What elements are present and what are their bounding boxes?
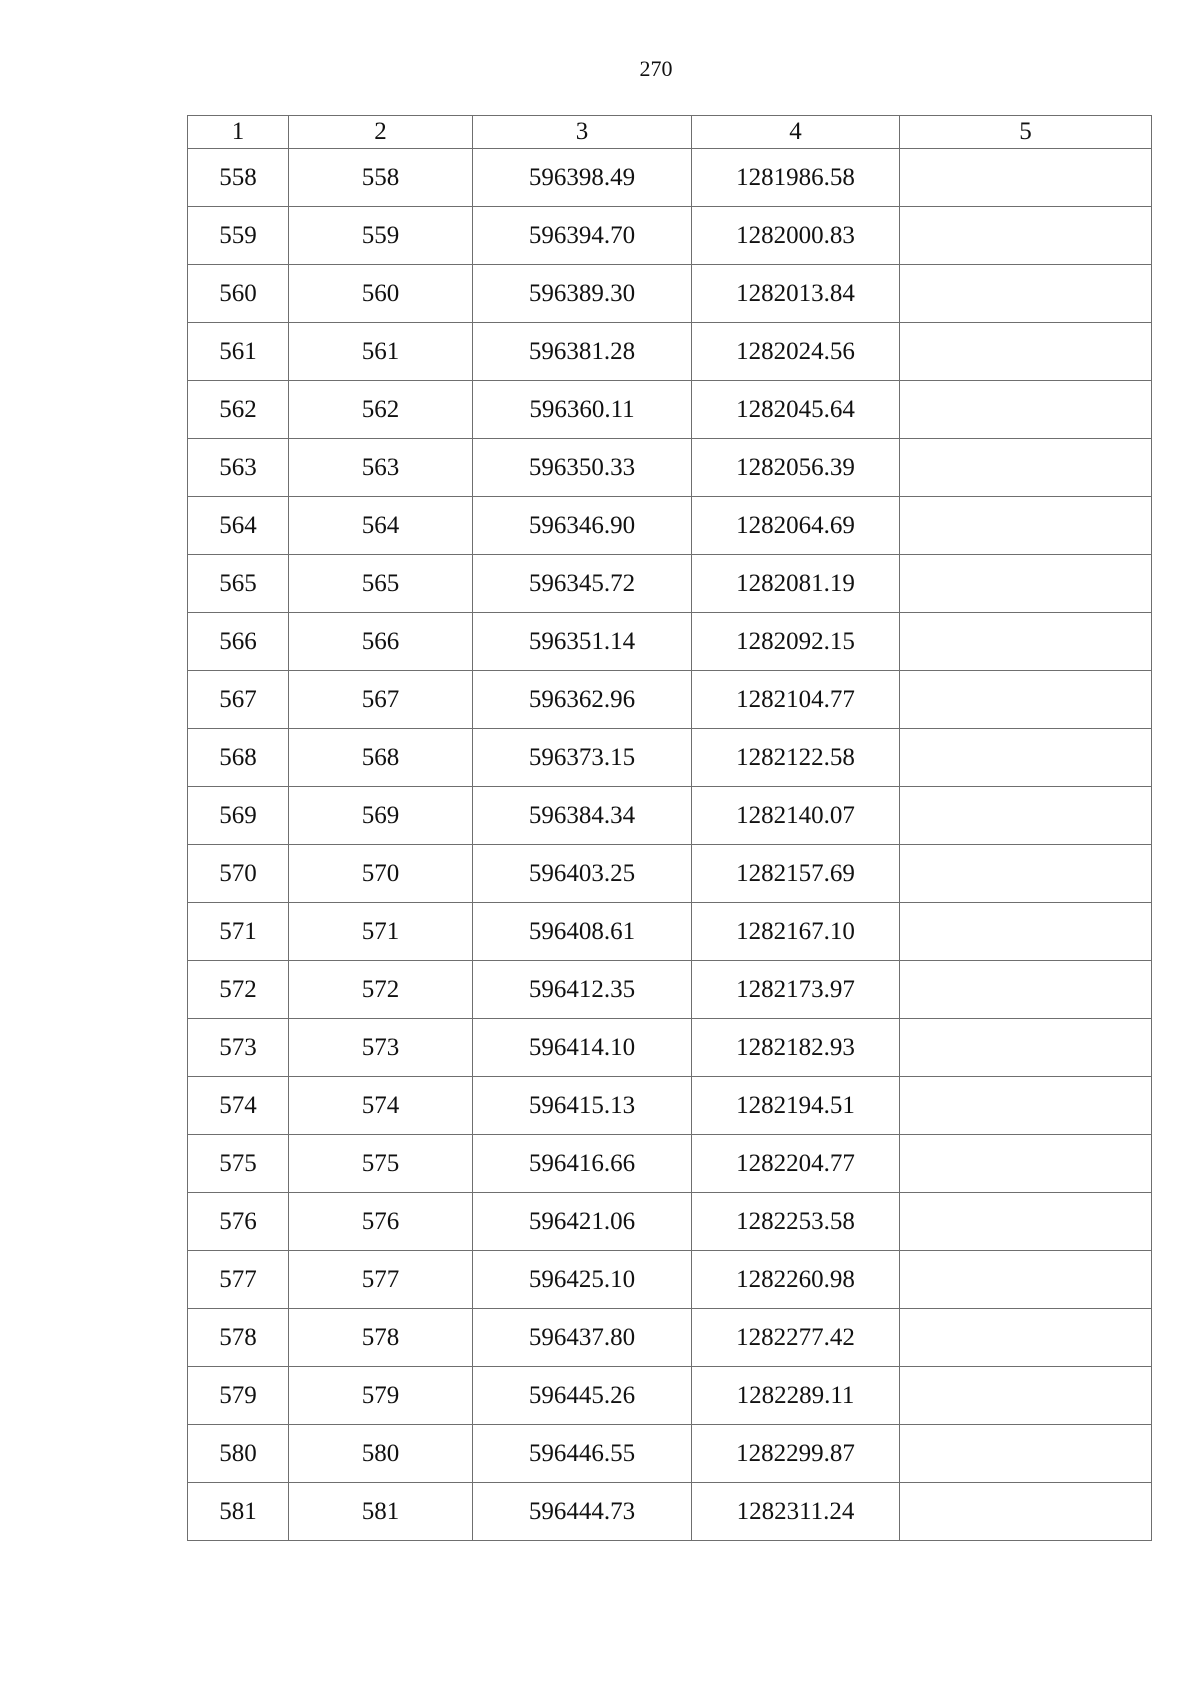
point-number-cell: 581 xyxy=(188,1483,289,1541)
point-number-cell: 580 xyxy=(188,1425,289,1483)
table-row xyxy=(188,1077,1152,1135)
y-coordinate-cell: 1282064.69 xyxy=(692,497,900,555)
point-id-cell: 569 xyxy=(289,787,473,845)
page-number: 270 xyxy=(639,56,673,81)
y-coordinate-cell: 1282204.77 xyxy=(692,1135,900,1193)
x-coordinate-cell: 596415.13 xyxy=(473,1077,692,1135)
point-number-cell: 575 xyxy=(188,1135,289,1193)
point-number-cell: 561 xyxy=(188,323,289,381)
table-row xyxy=(188,671,1152,729)
x-coordinate-cell: 596362.96 xyxy=(473,671,692,729)
note-cell xyxy=(900,671,1152,729)
point-id-cell: 563 xyxy=(289,439,473,497)
table-row xyxy=(188,1309,1152,1367)
point-id-cell: 577 xyxy=(289,1251,473,1309)
point-number-cell: 579 xyxy=(188,1367,289,1425)
point-number-cell: 563 xyxy=(188,439,289,497)
point-id-cell: 571 xyxy=(289,903,473,961)
x-coordinate-cell: 596416.66 xyxy=(473,1135,692,1193)
point-number-cell: 570 xyxy=(188,845,289,903)
point-id-cell: 570 xyxy=(289,845,473,903)
note-cell xyxy=(900,439,1152,497)
x-coordinate-cell: 596445.26 xyxy=(473,1367,692,1425)
y-coordinate-cell: 1281986.58 xyxy=(692,149,900,207)
note-cell xyxy=(900,961,1152,1019)
y-coordinate-cell: 1282000.83 xyxy=(692,207,900,265)
y-coordinate-cell: 1282013.84 xyxy=(692,265,900,323)
point-number-cell: 564 xyxy=(188,497,289,555)
y-coordinate-cell: 1282253.58 xyxy=(692,1193,900,1251)
header-row xyxy=(188,116,1152,149)
point-id-cell: 566 xyxy=(289,613,473,671)
x-coordinate-cell: 596389.30 xyxy=(473,265,692,323)
note-cell xyxy=(900,497,1152,555)
y-coordinate-cell: 1282045.64 xyxy=(692,381,900,439)
note-cell xyxy=(900,1077,1152,1135)
point-number-cell: 577 xyxy=(188,1251,289,1309)
point-number-cell: 572 xyxy=(188,961,289,1019)
table-row xyxy=(188,1367,1152,1425)
table-row xyxy=(188,381,1152,439)
note-cell xyxy=(900,1193,1152,1251)
table-row xyxy=(188,845,1152,903)
y-coordinate-cell: 1282140.07 xyxy=(692,787,900,845)
x-coordinate-cell: 596446.55 xyxy=(473,1425,692,1483)
x-coordinate-cell: 596384.34 xyxy=(473,787,692,845)
y-coordinate-cell: 1282299.87 xyxy=(692,1425,900,1483)
y-coordinate-cell: 1282289.11 xyxy=(692,1367,900,1425)
point-number-cell: 565 xyxy=(188,555,289,613)
column-header-5: 5 xyxy=(900,116,1152,149)
table-row xyxy=(188,1483,1152,1541)
x-coordinate-cell: 596437.80 xyxy=(473,1309,692,1367)
point-id-cell: 558 xyxy=(289,149,473,207)
table-row xyxy=(188,1019,1152,1077)
point-number-cell: 574 xyxy=(188,1077,289,1135)
point-id-cell: 578 xyxy=(289,1309,473,1367)
point-number-cell: 571 xyxy=(188,903,289,961)
x-coordinate-cell: 596398.49 xyxy=(473,149,692,207)
note-cell xyxy=(900,323,1152,381)
point-id-cell: 565 xyxy=(289,555,473,613)
x-coordinate-cell: 596414.10 xyxy=(473,1019,692,1077)
x-coordinate-cell: 596373.15 xyxy=(473,729,692,787)
point-id-cell: 564 xyxy=(289,497,473,555)
y-coordinate-cell: 1282024.56 xyxy=(692,323,900,381)
table-row xyxy=(188,1135,1152,1193)
y-coordinate-cell: 1282104.77 xyxy=(692,671,900,729)
x-coordinate-cell: 596444.73 xyxy=(473,1483,692,1541)
table-row xyxy=(188,787,1152,845)
note-cell xyxy=(900,1019,1152,1077)
point-number-cell: 566 xyxy=(188,613,289,671)
table-row xyxy=(188,439,1152,497)
note-cell xyxy=(900,613,1152,671)
y-coordinate-cell: 1282311.24 xyxy=(692,1483,900,1541)
table-row xyxy=(188,903,1152,961)
table-row xyxy=(188,265,1152,323)
point-number-cell: 567 xyxy=(188,671,289,729)
x-coordinate-cell: 596350.33 xyxy=(473,439,692,497)
point-id-cell: 576 xyxy=(289,1193,473,1251)
y-coordinate-cell: 1282194.51 xyxy=(692,1077,900,1135)
x-coordinate-cell: 596394.70 xyxy=(473,207,692,265)
coordinates-table xyxy=(187,115,1152,1541)
point-id-cell: 575 xyxy=(289,1135,473,1193)
note-cell xyxy=(900,729,1152,787)
table-row xyxy=(188,497,1152,555)
column-header-1: 1 xyxy=(188,116,289,149)
y-coordinate-cell: 1282173.97 xyxy=(692,961,900,1019)
x-coordinate-cell: 596351.14 xyxy=(473,613,692,671)
note-cell xyxy=(900,381,1152,439)
point-id-cell: 567 xyxy=(289,671,473,729)
note-cell xyxy=(900,149,1152,207)
point-id-cell: 562 xyxy=(289,381,473,439)
point-number-cell: 558 xyxy=(188,149,289,207)
column-header-4: 4 xyxy=(692,116,900,149)
x-coordinate-cell: 596408.61 xyxy=(473,903,692,961)
point-id-cell: 560 xyxy=(289,265,473,323)
note-cell xyxy=(900,555,1152,613)
y-coordinate-cell: 1282277.42 xyxy=(692,1309,900,1367)
point-id-cell: 581 xyxy=(289,1483,473,1541)
table-row xyxy=(188,1193,1152,1251)
point-number-cell: 562 xyxy=(188,381,289,439)
table-row xyxy=(188,613,1152,671)
table-body xyxy=(188,149,1152,1541)
note-cell xyxy=(900,265,1152,323)
y-coordinate-cell: 1282182.93 xyxy=(692,1019,900,1077)
x-coordinate-cell: 596345.72 xyxy=(473,555,692,613)
point-id-cell: 572 xyxy=(289,961,473,1019)
x-coordinate-cell: 596360.11 xyxy=(473,381,692,439)
y-coordinate-cell: 1282056.39 xyxy=(692,439,900,497)
point-number-cell: 559 xyxy=(188,207,289,265)
point-id-cell: 561 xyxy=(289,323,473,381)
x-coordinate-cell: 596346.90 xyxy=(473,497,692,555)
note-cell xyxy=(900,1251,1152,1309)
table-row xyxy=(188,729,1152,787)
table-row xyxy=(188,149,1152,207)
point-id-cell: 574 xyxy=(289,1077,473,1135)
note-cell xyxy=(900,845,1152,903)
note-cell xyxy=(900,1425,1152,1483)
column-header-3: 3 xyxy=(473,116,692,149)
point-number-cell: 569 xyxy=(188,787,289,845)
point-id-cell: 568 xyxy=(289,729,473,787)
x-coordinate-cell: 596403.25 xyxy=(473,845,692,903)
point-id-cell: 559 xyxy=(289,207,473,265)
y-coordinate-cell: 1282092.15 xyxy=(692,613,900,671)
point-id-cell: 573 xyxy=(289,1019,473,1077)
note-cell xyxy=(900,1135,1152,1193)
note-cell xyxy=(900,1367,1152,1425)
table-row xyxy=(188,1425,1152,1483)
table-header xyxy=(188,116,1152,149)
note-cell xyxy=(900,1483,1152,1541)
point-number-cell: 560 xyxy=(188,265,289,323)
point-id-cell: 579 xyxy=(289,1367,473,1425)
y-coordinate-cell: 1282122.58 xyxy=(692,729,900,787)
column-header-2: 2 xyxy=(289,116,473,149)
y-coordinate-cell: 1282157.69 xyxy=(692,845,900,903)
point-number-cell: 578 xyxy=(188,1309,289,1367)
table-row xyxy=(188,1251,1152,1309)
y-coordinate-cell: 1282081.19 xyxy=(692,555,900,613)
point-id-cell: 580 xyxy=(289,1425,473,1483)
note-cell xyxy=(900,903,1152,961)
table-row xyxy=(188,555,1152,613)
table-row xyxy=(188,323,1152,381)
x-coordinate-cell: 596381.28 xyxy=(473,323,692,381)
y-coordinate-cell: 1282260.98 xyxy=(692,1251,900,1309)
x-coordinate-cell: 596421.06 xyxy=(473,1193,692,1251)
table-row xyxy=(188,961,1152,1019)
x-coordinate-cell: 596412.35 xyxy=(473,961,692,1019)
y-coordinate-cell: 1282167.10 xyxy=(692,903,900,961)
point-number-cell: 573 xyxy=(188,1019,289,1077)
x-coordinate-cell: 596425.10 xyxy=(473,1251,692,1309)
note-cell xyxy=(900,207,1152,265)
point-number-cell: 568 xyxy=(188,729,289,787)
point-number-cell: 576 xyxy=(188,1193,289,1251)
note-cell xyxy=(900,787,1152,845)
note-cell xyxy=(900,1309,1152,1367)
table-row xyxy=(188,207,1152,265)
